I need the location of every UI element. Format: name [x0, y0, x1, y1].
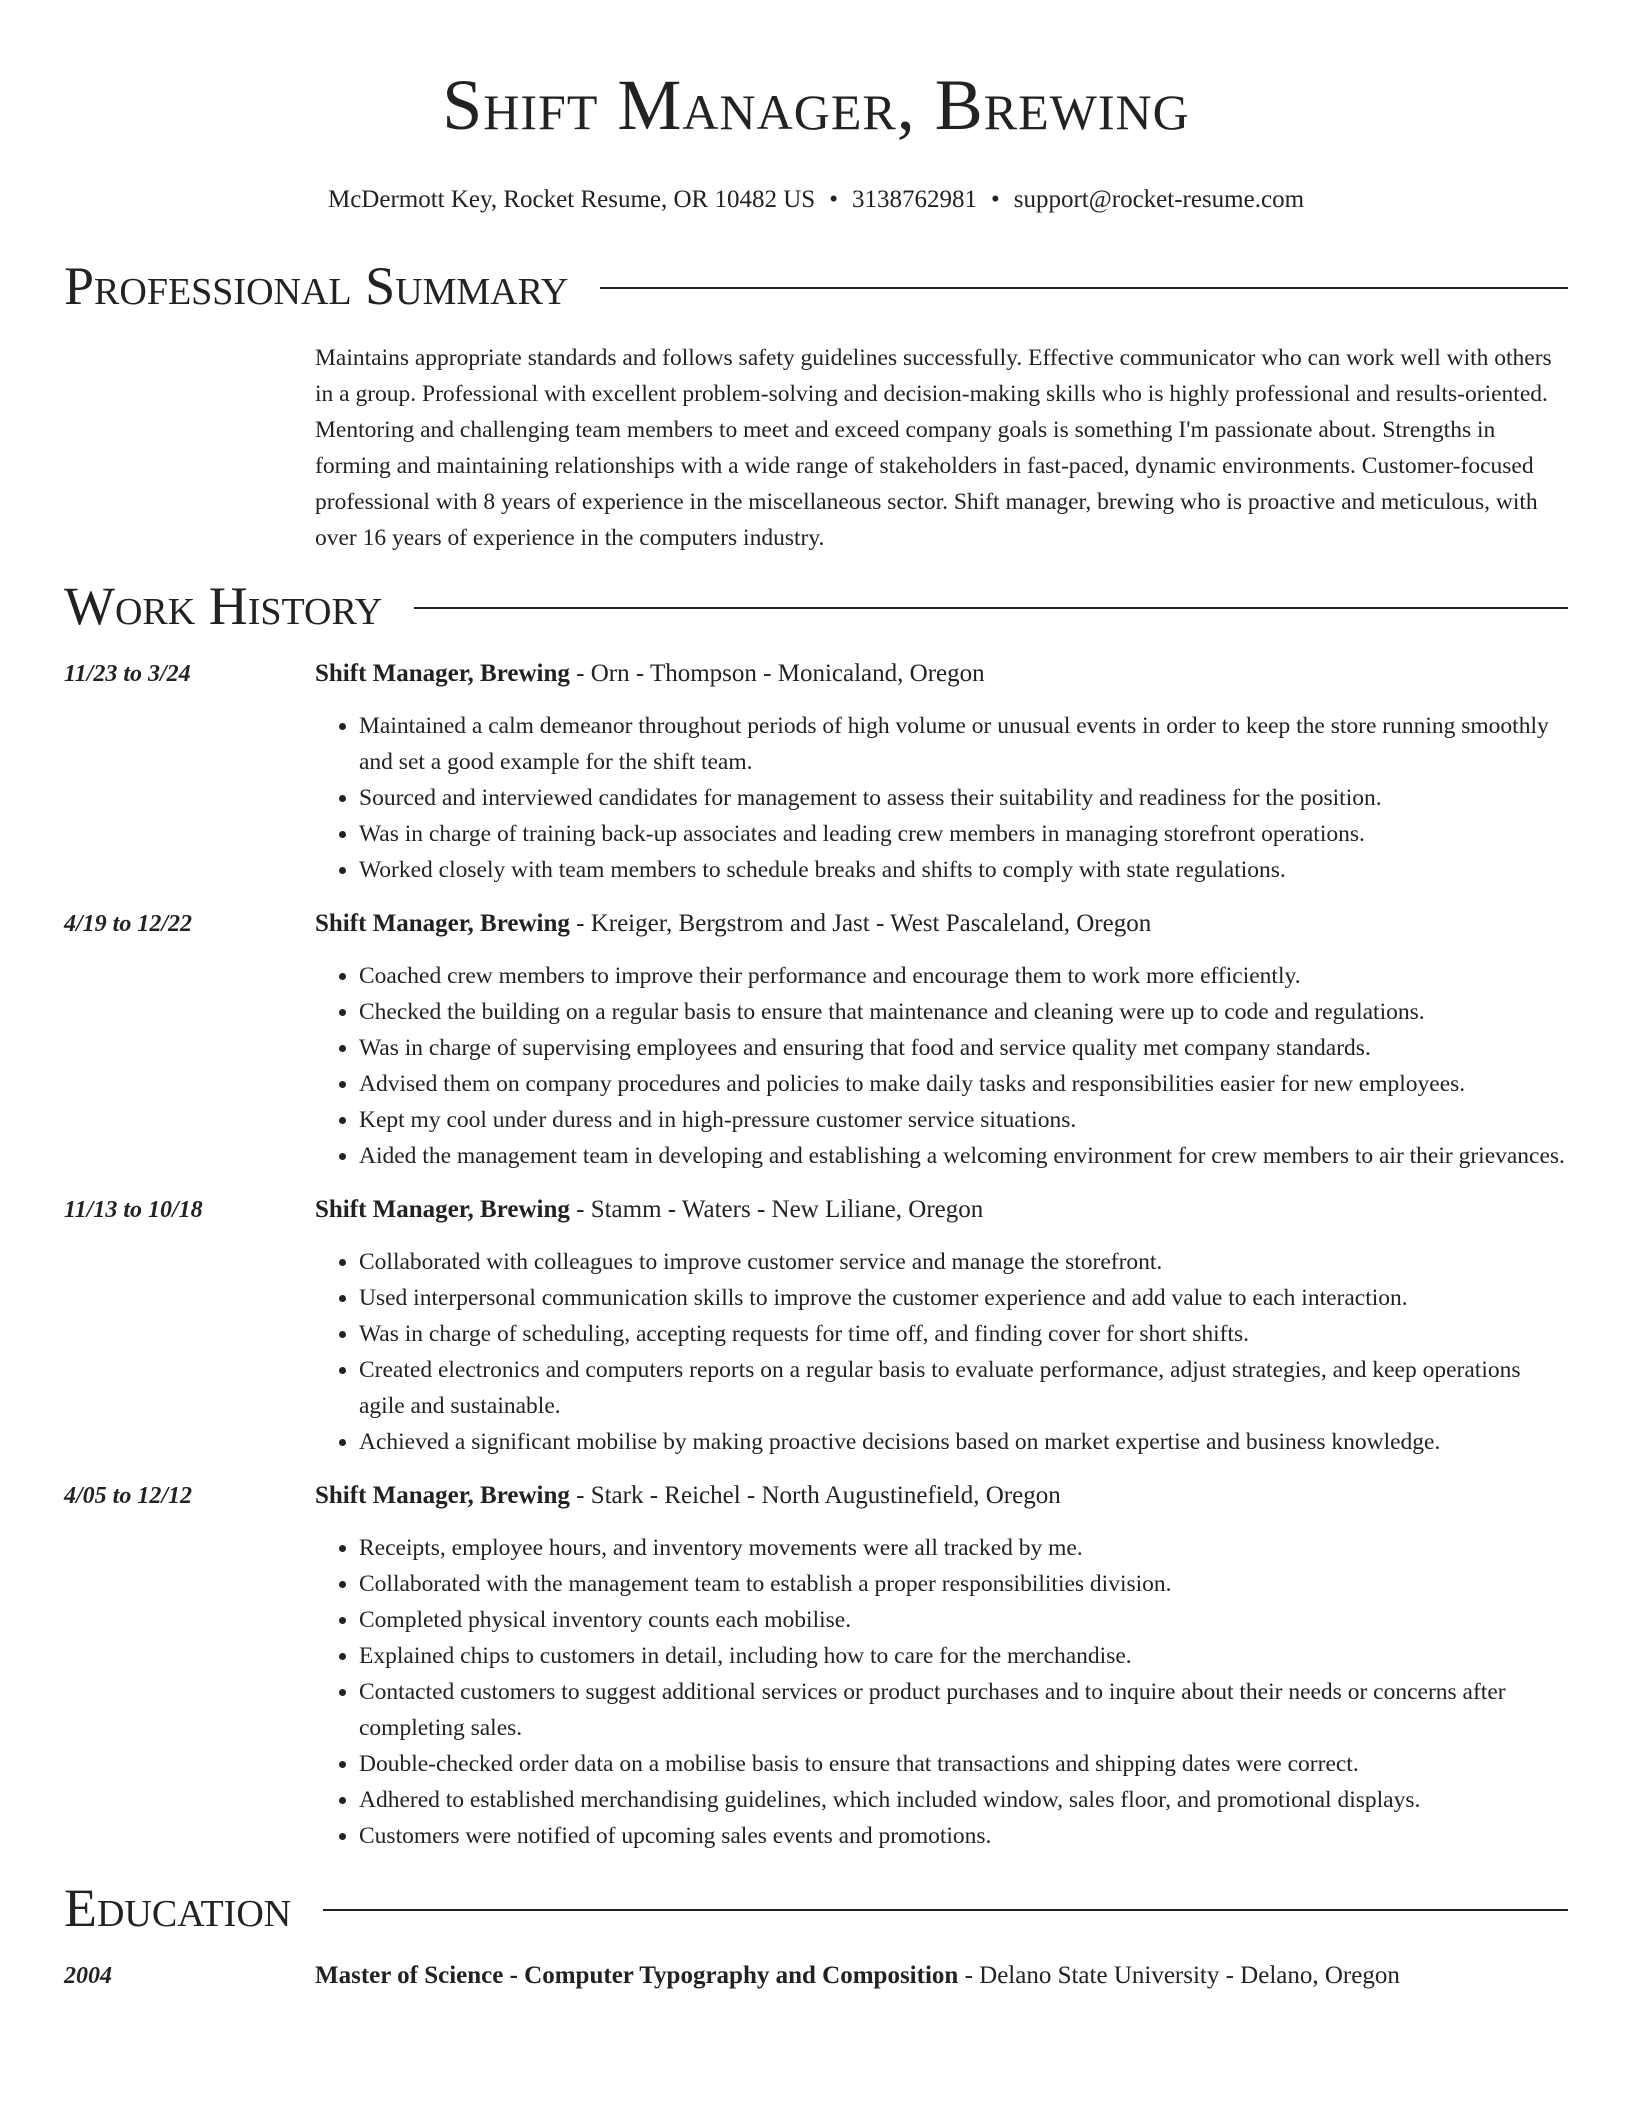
section-divider [323, 1909, 1568, 1911]
job-title-line [315, 656, 1568, 692]
job-title: Shift Manager, Brewing [315, 1482, 570, 1509]
job-employer-location: - Kreiger, Bergstrom and Jast - West Pascaleland, Oregon [569, 910, 1152, 937]
job-employer-location: - Stark - Reichel - North Augustinefield, Oregon [569, 1482, 1061, 1509]
job-body [315, 1192, 1568, 1460]
job-entry [64, 656, 1568, 888]
job-bullet: • Explained chips to customers in detail, including how to care for the merchandise. [359, 1638, 1568, 1674]
candidate-name: Shift Manager, Brewing [442, 65, 1190, 145]
job-bullet: • Collaborated with the management team to establish a proper responsibilities division. [359, 1566, 1568, 1602]
job-bullet: • Aided the management team in developing and establishing a welcoming environment for crew members to air their grievances. [359, 1138, 1568, 1174]
job-bullet: • Kept my cool under duress and in high-pressure customer service situations. [359, 1102, 1568, 1138]
job-bullet: • Was in charge of training back-up associates and leading crew members in managing storefront operations. [359, 816, 1568, 852]
job-bullet: • Adhered to established merchandising guidelines, which included window, sales floor, and promotional displays. [359, 1782, 1568, 1818]
job-employer-location: - Orn - Thompson - Monicaland, Oregon [569, 660, 985, 687]
work-history-list [64, 656, 1568, 1854]
work-section-header [64, 576, 1568, 636]
job-bullet: • Coached crew members to improve their performance and encourage them to work more efficiently. [359, 958, 1568, 994]
job-entry [64, 906, 1568, 1174]
education-year: 2004 [64, 1963, 112, 1989]
job-entry [64, 1478, 1568, 1854]
job-bullet: • Achieved a significant mobilise by making proactive decisions based on market expertise and business knowledge. [359, 1424, 1568, 1460]
job-title-line [315, 1192, 1568, 1228]
education-body [315, 1958, 1568, 1994]
job-bullet: • Created electronics and computers reports on a regular basis to evaluate performance, adjust strategies, and keep operations agile and sustainable. [359, 1352, 1568, 1424]
job-bullet: • Double-checked order data on a mobilise basis to ensure that transactions and shipping dates were correct. [359, 1746, 1568, 1782]
job-dates: 11/23 to 3/24 [64, 661, 191, 687]
job-bullet-list [315, 1530, 1568, 1854]
job-bullet: • Worked closely with team members to schedule breaks and shifts to comply with state regulations. [359, 852, 1568, 888]
job-entry [64, 1192, 1568, 1460]
job-body [315, 1478, 1568, 1854]
contact-line [64, 184, 1568, 216]
education-school-location: - Delano State University - Delano, Oregon [958, 1962, 1400, 1989]
job-title-line [315, 906, 1568, 942]
job-bullet: • Completed physical inventory counts each mobilise. [359, 1602, 1568, 1638]
job-bullet-list [315, 958, 1568, 1174]
contact-address: McDermott Key, Rocket Resume, OR 10482 US [327, 186, 816, 213]
work-section-title: Work History [64, 576, 383, 636]
summary-text: Maintains appropriate standards and follows safety guidelines successfully. Effective communicator who can work well with others in a group. Professional with excellent problem-solving and decision-making skills who is highly professional and results-oriented. Mentoring and challenging team members to meet and exceed company goals is something I'm passionate about. Strengths in forming and maintaining relationships with a wide range of stakeholders in fast-paced, dynamic environments. Customer-focused professional with 8 years of experience in the miscellaneous sector. Shift manager, brewing who is proactive and meticulous, with over 16 years of experience in the computers industry. [315, 345, 1552, 551]
job-dates: 4/05 to 12/12 [64, 1483, 193, 1509]
job-title: Shift Manager, Brewing [315, 660, 570, 687]
job-title: Shift Manager, Brewing [315, 910, 570, 937]
job-body [315, 656, 1568, 888]
job-bullet: • Contacted customers to suggest additional services or product purchases and to inquire about their needs or concerns after completing sales. [359, 1674, 1568, 1746]
contact-email: support@rocket-resume.com [1013, 186, 1305, 213]
contact-separator: • [990, 186, 1000, 213]
summary-section-header [64, 256, 1568, 316]
education-section-title: Education [64, 1878, 292, 1938]
education-degree: Master of Science - Computer Typography and Composition [315, 1962, 959, 1989]
contact-separator: • [829, 186, 838, 213]
job-dates: 11/13 to 10/18 [64, 1197, 203, 1223]
job-bullet: • Receipts, employee hours, and inventory movements were all tracked by me. [359, 1530, 1568, 1566]
job-bullet: • Checked the building on a regular basis to ensure that maintenance and cleaning were up to code and regulations. [359, 994, 1568, 1030]
job-bullet: • Was in charge of supervising employees and ensuring that food and service quality met company standards. [359, 1030, 1568, 1066]
job-bullet: • Collaborated with colleagues to improve customer service and manage the storefront. [359, 1244, 1568, 1280]
section-divider [414, 607, 1568, 609]
job-title: Shift Manager, Brewing [315, 1196, 570, 1223]
job-bullet: • Used interpersonal communication skills to improve the customer experience and add value to each interaction. [359, 1280, 1568, 1316]
education-list [64, 1958, 1568, 1994]
job-bullet: • Sourced and interviewed candidates for management to assess their suitability and readiness for the position. [359, 780, 1568, 816]
job-title-line [315, 1478, 1568, 1514]
education-section-header [64, 1878, 1568, 1938]
job-bullet: • Advised them on company procedures and policies to make daily tasks and responsibilities easier for new employees. [359, 1066, 1568, 1102]
job-bullet-list [315, 1244, 1568, 1460]
job-bullet: • Was in charge of scheduling, accepting requests for time off, and finding cover for short shifts. [359, 1316, 1568, 1352]
education-entry [64, 1958, 1568, 1994]
job-body [315, 906, 1568, 1174]
job-bullet: • Maintained a calm demeanor throughout periods of high volume or unusual events in order to keep the store running smoothly and set a good example for the shift team. [359, 708, 1568, 780]
section-divider [600, 287, 1568, 289]
job-employer-location: - Stamm - Waters - New Liliane, Oregon [569, 1196, 984, 1223]
summary-section-title: Professional Summary [64, 256, 569, 316]
job-bullet: • Customers were notified of upcoming sales events and promotions. [359, 1818, 1568, 1854]
contact-phone: 3138762981 [851, 186, 977, 213]
job-dates: 4/19 to 12/22 [64, 911, 193, 937]
job-bullet-list [315, 708, 1568, 888]
